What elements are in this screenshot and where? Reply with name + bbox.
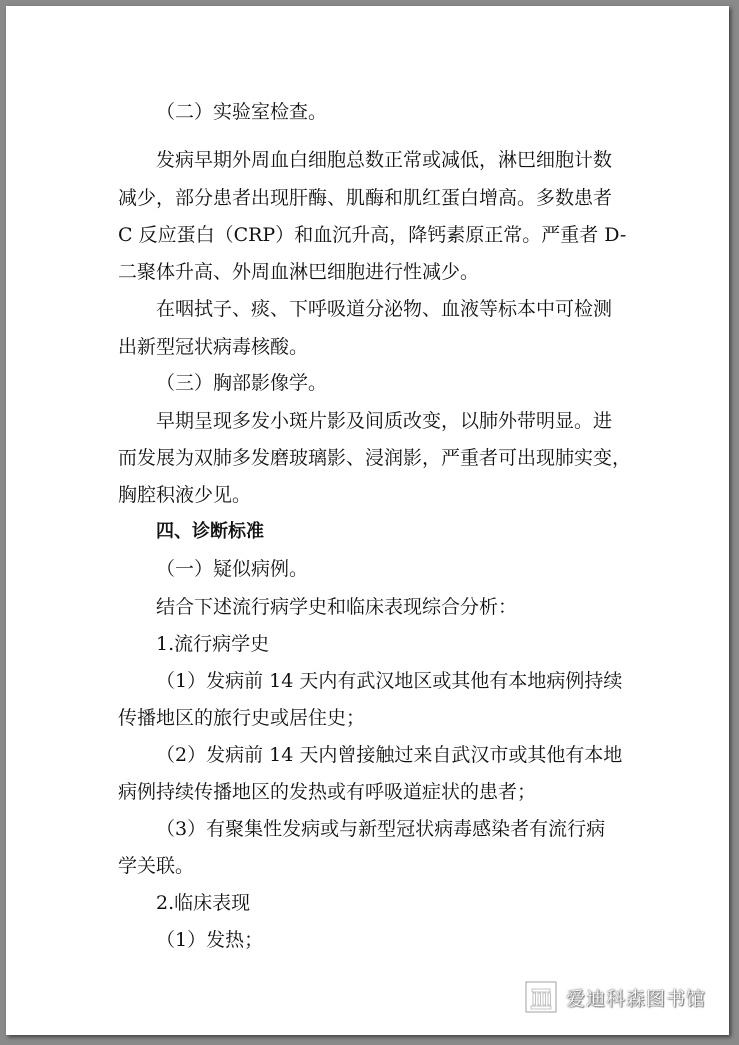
document-page	[6, 6, 729, 1035]
section-title-suspected-cases: （一）疑似病例。	[156, 558, 309, 580]
paragraph-line: 结合下述流行病学史和临床表现综合分析：	[156, 596, 518, 618]
paragraph-line: 出新型冠状病毒核酸。	[118, 336, 309, 358]
paragraph-line: 二聚体升高、外周血淋巴细胞进行性减少。	[118, 261, 480, 283]
watermark-text: 爱迪科森图书馆	[566, 987, 707, 1010]
list-item-line: 病例持续传播地区的发热或有呼吸道症状的患者；	[118, 781, 537, 803]
subheading-epidemiology: 1.流行病学史	[156, 633, 270, 655]
list-item-line: （1）发热；	[156, 929, 264, 951]
section-title-lab-tests: （二）实验室检查。	[156, 101, 328, 123]
paragraph-line: C 反应蛋白（CRP）和血沉升高，降钙素原正常。严重者 D-	[118, 224, 627, 246]
subheading-clinical-manifestations: 2.临床表现	[156, 892, 251, 914]
heading-diagnostic-criteria: 四、诊断标准	[156, 521, 264, 542]
section-title-chest-imaging: （三）胸部影像学。	[156, 372, 328, 394]
list-item-line: 传播地区的旅行史或居住史；	[118, 707, 366, 729]
paragraph-line: 在咽拭子、痰、下呼吸道分泌物、血液等标本中可检测	[156, 298, 613, 320]
list-item-line: 学关联。	[118, 855, 195, 877]
list-item-line: （3）有聚集性发病或与新型冠状病毒感染者有流行病	[156, 818, 606, 840]
paragraph-line: 发病早期外周血白细胞总数正常或减低，淋巴细胞计数	[156, 149, 613, 171]
paragraph-line: 早期呈现多发小斑片影及间质改变，以肺外带明显。进	[156, 410, 613, 432]
paragraph-line: 胸腔积液少见。	[118, 484, 252, 506]
paragraph-line: 而发展为双肺多发磨玻璃影、浸润影，严重者可出现肺实变，	[118, 447, 632, 469]
list-item-line: （1）发病前 14 天内有武汉地区或其他有本地病例持续	[156, 670, 623, 692]
watermark	[524, 980, 706, 1014]
paragraph-line: 减少，部分患者出现肝酶、肌酶和肌红蛋白增高。多数患者	[118, 187, 613, 209]
library-building-icon	[524, 980, 558, 1014]
list-item-line: （2）发病前 14 天内曾接触过来自武汉市或其他有本地	[156, 744, 623, 766]
